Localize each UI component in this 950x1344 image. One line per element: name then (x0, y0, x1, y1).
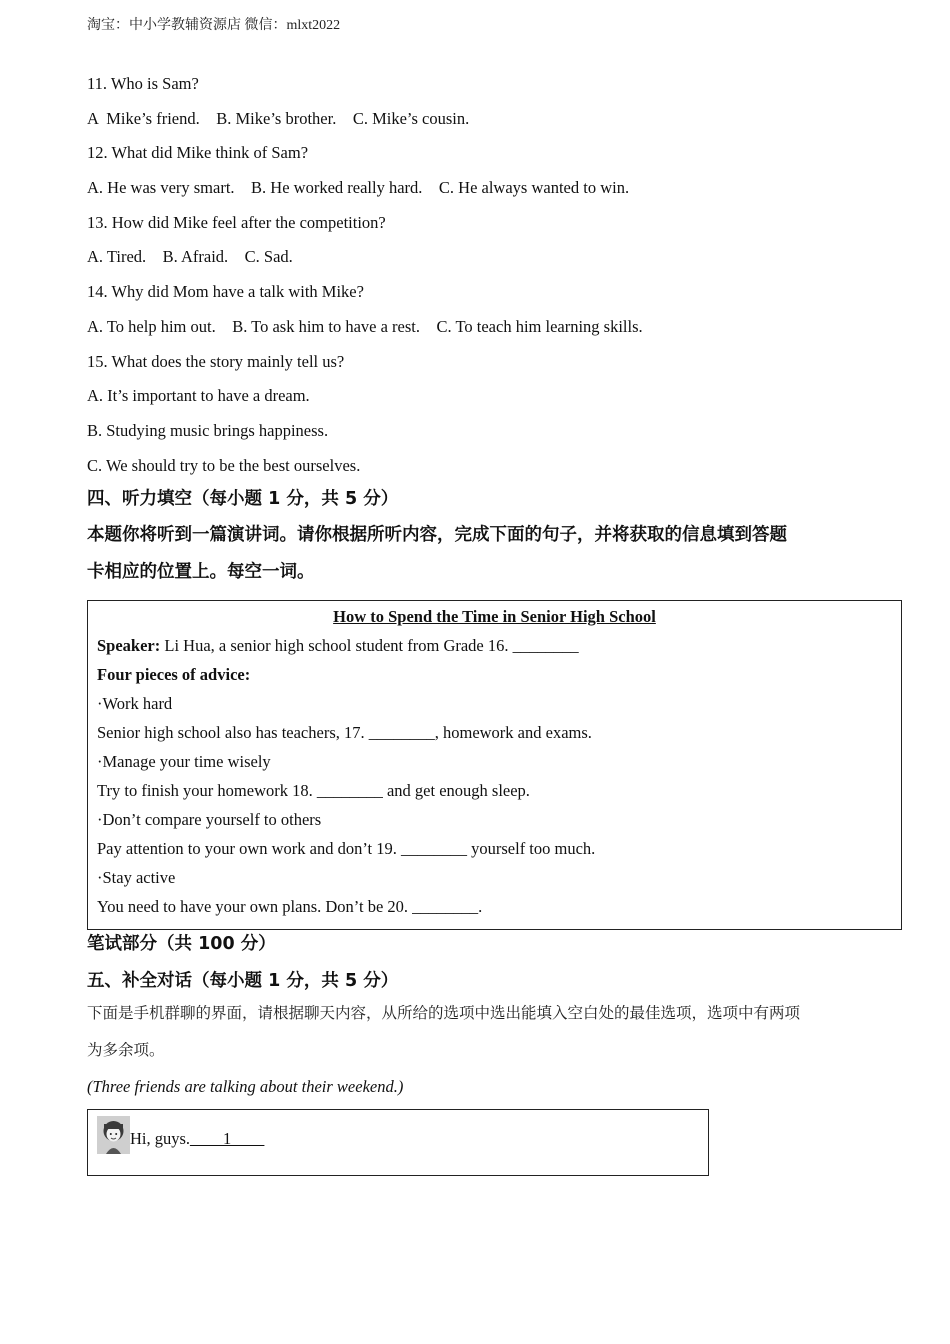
section-intro: 下面是手机群聊的界面，请根据聊天内容，从所给的选项中选出能填入空白处的最佳选项，选项中有两项 (87, 1004, 801, 1023)
notes-row: Try to finish your homework 18. ________ and get enough sleep. (97, 781, 530, 801)
answer-option: B. Studying music brings happiness. (87, 420, 329, 440)
question-line: 14. Why did Mom have a talk with Mike? (87, 282, 364, 302)
question-line: 13. How did Mike feel after the competition? (87, 212, 386, 232)
answer-options: A Mike’s friend. B. Mike’s brother. C. Mike’s cousin. (87, 108, 470, 128)
written-part-heading: 笔试部分（共 100 分） (87, 934, 276, 955)
scenario-text: (Three friends are talking about their weekend.) (87, 1077, 404, 1097)
avatar (97, 1116, 130, 1154)
section-heading-listening: 四、听力填空（每小题 1 分，共 5 分） (87, 489, 399, 510)
notes-title: How to Spend the Time in Senior High School (333, 607, 656, 627)
answer-option: A. It’s important to have a dream. (87, 386, 310, 406)
answer-options: A. He was very smart. B. He worked really hard. C. He always wanted to win. (87, 178, 630, 198)
notes-row: You need to have your own plans. Don’t be 20. ________. (97, 897, 483, 917)
speaker-row (97, 636, 892, 656)
answer-blank: ____1____ (190, 1129, 265, 1149)
page-header: 淘宝：中小学教辅资源店 微信：mlxt2022 (87, 18, 341, 33)
speaker-text: Li Hua, a senior high school student from Grade 16. ________ (160, 636, 579, 656)
avatar-girl-icon (97, 1116, 130, 1154)
section-intro: 本题你将听到一篇演讲词。请你根据所听内容，完成下面的句子，并将获取的信息填到答题 (87, 525, 787, 546)
answer-options: A. Tired. B. Afraid. C. Sad. (87, 247, 293, 267)
section-heading-dialogue: 五、补全对话（每小题 1 分，共 5 分） (87, 971, 399, 992)
speaker-label: Speaker: (97, 636, 161, 656)
question-line: 11. Who is Sam? (87, 74, 199, 93)
notes-row: ·Stay active (97, 868, 176, 888)
section-intro: 为多余项。 (87, 1041, 165, 1060)
question-line: 12. What did Mike think of Sam? (87, 143, 309, 163)
notes-box (87, 600, 902, 930)
chat-window (87, 1109, 709, 1176)
notes-row: ·Don’t compare yourself to others (97, 810, 322, 830)
advice-label: Four pieces of advice: (97, 665, 251, 685)
notes-row: ·Manage your time wisely (97, 752, 271, 772)
chat-message: Hi, guys.____1____ (130, 1129, 265, 1149)
section-intro: 卡相应的位置上。每空一词。 (87, 562, 315, 583)
answer-option: C. We should try to be the best ourselves. (87, 455, 361, 475)
answer-options: A. To help him out. B. To ask him to have a rest. C. To teach him learning skills. (87, 316, 643, 336)
notes-row: ·Work hard (97, 694, 173, 714)
notes-row: Pay attention to your own work and don’t 19. ________ yourself too much. (97, 839, 596, 859)
notes-row: Senior high school also has teachers, 17. ________, homework and exams. (97, 723, 592, 743)
document-body (87, 74, 902, 1176)
question-line: 15. What does the story mainly tell us? (87, 351, 345, 371)
question-list (87, 74, 902, 476)
